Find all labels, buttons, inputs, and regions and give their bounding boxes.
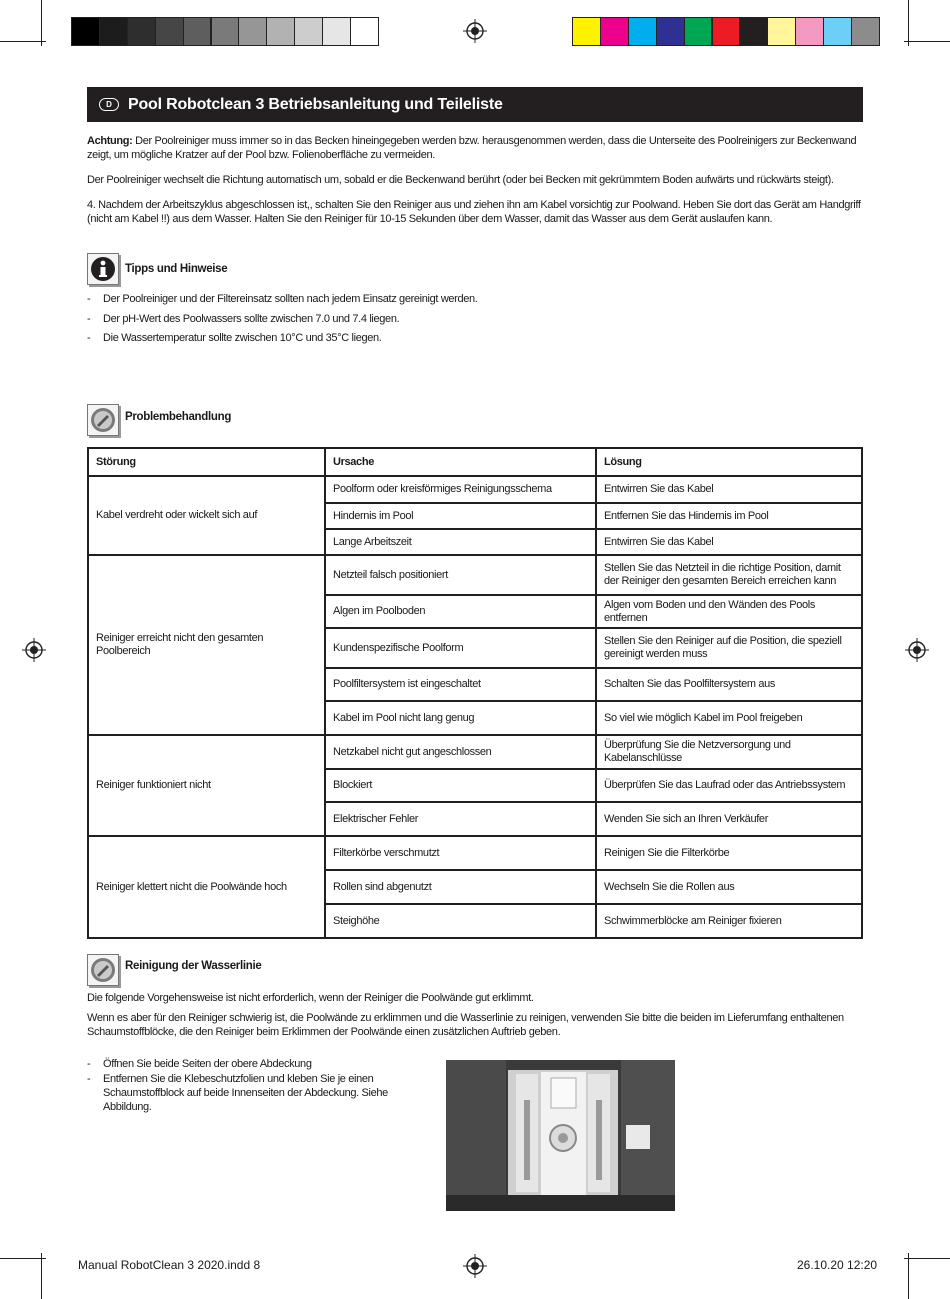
page-header bbox=[87, 87, 863, 122]
crop-mark bbox=[41, 1253, 42, 1299]
crop-mark bbox=[904, 41, 950, 42]
problem-cell: Reiniger klettert nicht die Poolwände hoch bbox=[88, 836, 325, 938]
waterline-paragraph-2: Wenn es aber für den Reiniger schwierig ist, die Poolwände zu erklimmen und die Wasserlinie zu reinigen, verwenden Sie bitte die beiden im Lieferumfang enthaltenen Schaumstoffblöcke, die den Reiniger beim Erklimmen der Poolwände einen zusätzlichen Auftrieb geben. bbox=[87, 1012, 844, 1038]
problem-cell: Reiniger funktioniert nicht bbox=[88, 735, 325, 836]
column-header-ursache: Ursache bbox=[325, 448, 596, 476]
color-swatch bbox=[851, 17, 880, 46]
tip-item: - Der Poolreiniger und der Filtereinsatz sollten nach jedem Einsatz gereinigt werden. bbox=[87, 293, 478, 305]
gray-swatch bbox=[266, 17, 295, 46]
registration-mark-icon bbox=[463, 19, 487, 43]
solution-cell: Reinigen Sie die Filterkörbe bbox=[596, 836, 862, 870]
gray-swatch bbox=[350, 17, 379, 46]
tips-heading: Tipps und Hinweise bbox=[125, 263, 228, 275]
crop-mark bbox=[908, 0, 909, 46]
solution-cell: Überprüfung Sie die Netzversorgung und Kabelanschlüsse bbox=[596, 735, 862, 769]
tip-item: - Die Wassertemperatur sollte zwischen 10°C und 35°C liegen. bbox=[87, 332, 382, 344]
color-swatch bbox=[767, 17, 796, 46]
gray-swatch bbox=[71, 17, 100, 46]
wrench-icon bbox=[87, 954, 119, 986]
solution-cell: Entfernen Sie das Hindernis im Pool bbox=[596, 503, 862, 529]
column-header-loesung: Lösung bbox=[596, 448, 862, 476]
achtung-text: Der Poolreiniger muss immer so in das Becken hineingegeben werden bzw. herausgenommen werden, dass die Unterseite des Poolreinigers zur Beckenwand zeigt, um mögliche Kratzer auf der Pool bzw. Folienoberfläche zu vermeiden. bbox=[87, 135, 857, 161]
solution-cell: Überprüfen Sie das Laufrad oder das Antriebssystem bbox=[596, 769, 862, 802]
cause-cell: Netzkabel nicht gut angeschlossen bbox=[325, 735, 596, 769]
gray-swatch bbox=[211, 17, 240, 46]
step-item: - Öffnen Sie beide Seiten der obere Abdeckung bbox=[87, 1058, 312, 1070]
cause-cell: Poolfiltersystem ist eingeschaltet bbox=[325, 668, 596, 701]
solution-cell: Stellen Sie das Netzteil in die richtige Position, damit der Reiniger den gesamten Bereich erreichen kann bbox=[596, 555, 862, 595]
crop-mark bbox=[904, 1258, 950, 1259]
color-swatch bbox=[739, 17, 768, 46]
waterline-paragraph-1: Die folgende Vorgehensweise ist nicht erforderlich, wenn der Reiniger die Poolwände gut erklimmt. bbox=[87, 992, 534, 1004]
page-title: Pool Robotclean 3 Betriebsanleitung und Teileliste bbox=[128, 95, 503, 113]
cause-cell: Poolform oder kreisförmiges Reinigungsschema bbox=[325, 476, 596, 503]
table-row bbox=[88, 555, 862, 595]
solution-cell: So viel wie möglich Kabel im Pool freigeben bbox=[596, 701, 862, 735]
cause-cell: Kundenspezifische Poolform bbox=[325, 628, 596, 668]
color-swatch bbox=[628, 17, 657, 46]
footer-file-info: Manual RobotClean 3 2020.indd 8 bbox=[78, 1258, 261, 1272]
troubleshooting-heading: Problembehandlung bbox=[125, 411, 232, 423]
footer-date: 26.10.20 12:20 bbox=[797, 1258, 878, 1272]
work-cycle-paragraph: 4. Nachdem der Arbeitszyklus abgeschlossen ist,, schalten Sie den Reiniger aus und ziehen ihn am Kabel vorsichtig zur Poolwand. Heben Sie dort das Gerät am Handgriff (nicht am Kabel !!) aus dem Wasser. Halten Sie den Reiniger für 10-15 Sekunden über dem Wasser, damit das Wasser aus dem Gerät auslaufen kann. bbox=[87, 199, 861, 225]
wrench-icon bbox=[87, 404, 119, 436]
gray-swatch bbox=[127, 17, 156, 46]
cause-cell: Algen im Poolboden bbox=[325, 595, 596, 628]
info-icon bbox=[87, 253, 119, 285]
solution-cell: Schalten Sie das Poolfiltersystem aus bbox=[596, 668, 862, 701]
problem-cell: Kabel verdreht oder wickelt sich auf bbox=[88, 476, 325, 555]
cause-cell: Kabel im Pool nicht lang genug bbox=[325, 701, 596, 735]
crop-mark bbox=[908, 1253, 909, 1299]
table-row bbox=[88, 735, 862, 769]
solution-cell: Wechseln Sie die Rollen aus bbox=[596, 870, 862, 904]
problem-cell: Reiniger erreicht nicht den gesamten Poolbereich bbox=[88, 555, 325, 735]
gray-swatch bbox=[99, 17, 128, 46]
registration-mark-icon bbox=[905, 638, 929, 662]
gray-swatch bbox=[322, 17, 351, 46]
crop-mark bbox=[0, 41, 46, 42]
table-header-row bbox=[88, 448, 862, 476]
cause-cell: Netzteil falsch positioniert bbox=[325, 555, 596, 595]
crop-mark bbox=[41, 0, 42, 46]
direction-paragraph: Der Poolreiniger wechselt die Richtung automatisch um, sobald er die Beckenwand berührt (oder bei Becken mit gekrümmtem Boden aufwärts und rückwärts steigt). bbox=[87, 174, 834, 186]
color-swatch bbox=[823, 17, 852, 46]
troubleshooting-table bbox=[87, 447, 863, 939]
color-swatch bbox=[712, 17, 741, 46]
color-swatch bbox=[656, 17, 685, 46]
cause-cell: Blockiert bbox=[325, 769, 596, 802]
crop-mark bbox=[0, 1258, 46, 1259]
table-row bbox=[88, 836, 862, 870]
language-badge: D bbox=[99, 98, 119, 111]
color-swatch bbox=[572, 17, 601, 46]
step-item: - Entfernen Sie die Klebeschutzfolien und kleben Sie je einen Schaumstoffblock auf beide Innenseiten der Abdeckung. Siehe Abbildung. bbox=[87, 1073, 388, 1113]
column-header-stoerung: Störung bbox=[88, 448, 325, 476]
achtung-label: Achtung: bbox=[87, 135, 133, 147]
gray-swatch bbox=[294, 17, 323, 46]
tip-item: - Der pH-Wert des Poolwassers sollte zwischen 7.0 und 7.4 liegen. bbox=[87, 313, 400, 325]
cause-cell: Hindernis im Pool bbox=[325, 503, 596, 529]
table-row bbox=[88, 476, 862, 503]
gray-swatch bbox=[155, 17, 184, 46]
registration-mark-icon bbox=[22, 638, 46, 662]
robot-cleaner-photo bbox=[446, 1060, 675, 1211]
achtung-paragraph bbox=[87, 134, 863, 162]
cause-cell: Lange Arbeitszeit bbox=[325, 529, 596, 555]
solution-cell: Wenden Sie sich an Ihren Verkäufer bbox=[596, 802, 862, 836]
color-swatch bbox=[684, 17, 713, 46]
cause-cell: Rollen sind abgenutzt bbox=[325, 870, 596, 904]
solution-cell: Algen vom Boden und den Wänden des Pools entfernen bbox=[596, 595, 862, 628]
solution-cell: Entwirren Sie das Kabel bbox=[596, 476, 862, 503]
solution-cell: Stellen Sie den Reiniger auf die Position, die speziell gereinigt werden muss bbox=[596, 628, 862, 668]
cause-cell: Elektrischer Fehler bbox=[325, 802, 596, 836]
gray-swatch bbox=[183, 17, 212, 46]
gray-swatch bbox=[238, 17, 267, 46]
color-swatch bbox=[795, 17, 824, 46]
cause-cell: Filterkörbe verschmutzt bbox=[325, 836, 596, 870]
color-swatch bbox=[600, 17, 629, 46]
waterline-heading: Reinigung der Wasserlinie bbox=[125, 960, 262, 972]
solution-cell: Schwimmerblöcke am Reiniger fixieren bbox=[596, 904, 862, 938]
cause-cell: Steighöhe bbox=[325, 904, 596, 938]
registration-mark-icon bbox=[463, 1254, 487, 1278]
solution-cell: Entwirren Sie das Kabel bbox=[596, 529, 862, 555]
